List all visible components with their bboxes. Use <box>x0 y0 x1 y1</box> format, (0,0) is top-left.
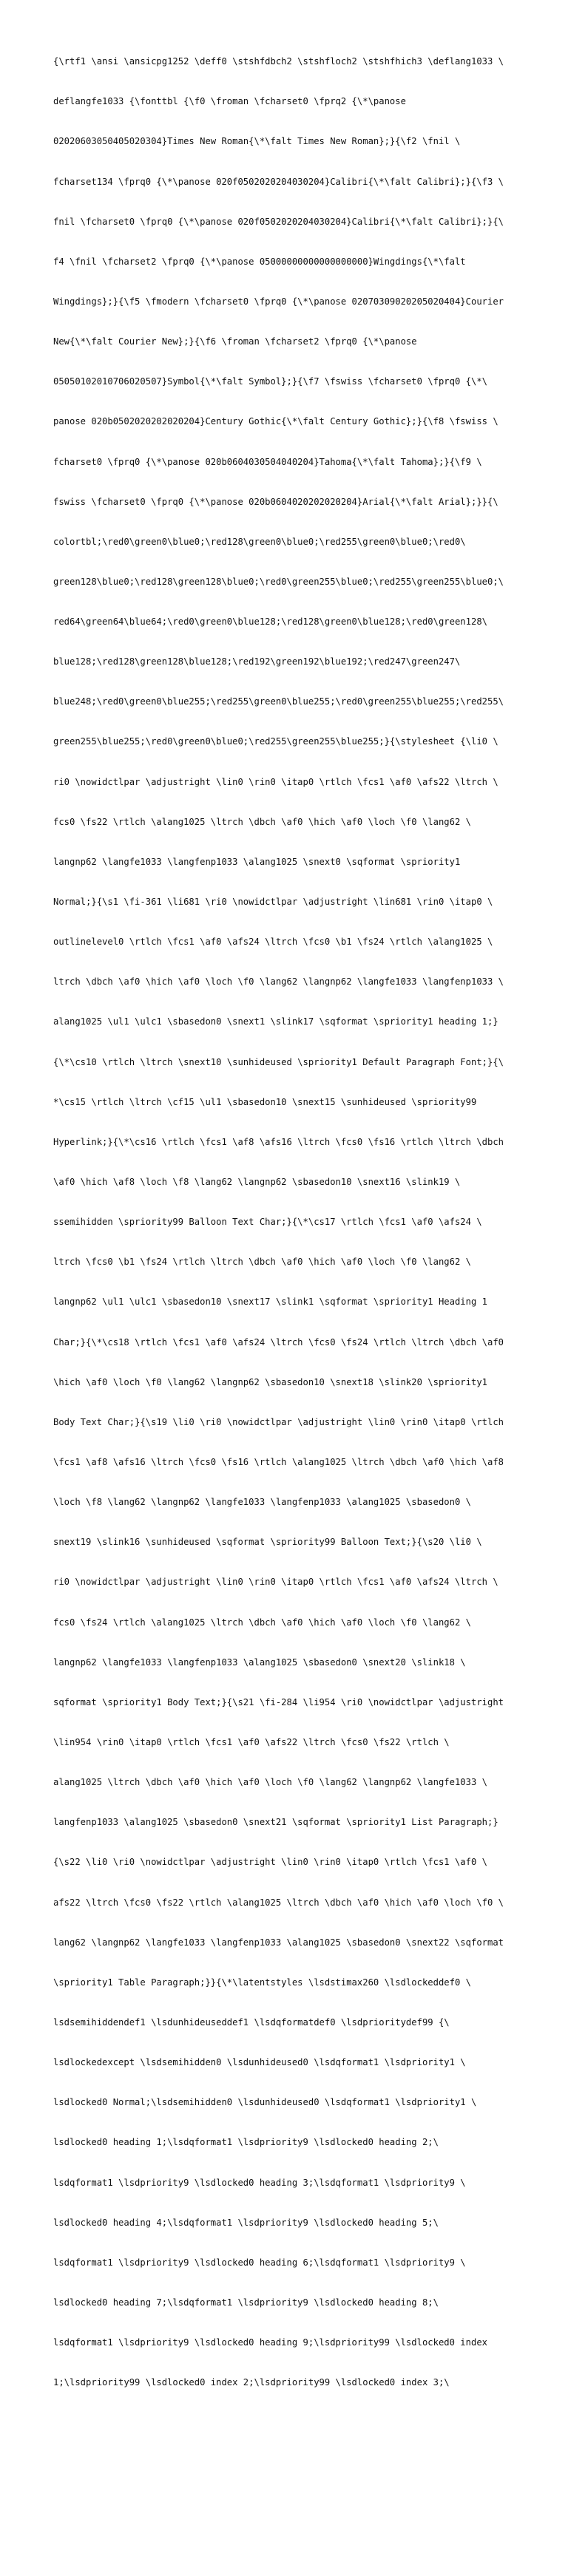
text-line: fcharset0 \fprq0 {\*\panose 020b0604030504040204}Tahoma{\*\falt Tahoma};}{\f9 \ <box>53 456 482 467</box>
text-line: {\s22 \li0 \ri0 \nowidctlpar \adjustright \lin0 \rin0 \itap0 \rtlch \fcs1 \af0 \ <box>53 1857 487 1868</box>
text-line: lsdlocked0 heading 7;\lsdqformat1 \lsdpriority9 \lsdlocked0 heading 8;\ <box>53 2297 439 2308</box>
text-line <box>53 2536 527 2549</box>
text-line: langnp62 \langfe1033 \langfenp1033 \alang1025 \snext0 \sqformat \spriority1 <box>53 856 461 867</box>
text-line: Hyperlink;}{\*\cs16 \rtlch \fcs1 \af8 \afs16 \ltrch \fcs0 \fs16 \rtlch \ltrch \dbch <box>53 1136 504 1147</box>
text-line: sqformat \spriority1 Body Text;}{\s21 \fi-284 \li954 \ri0 \nowidctlpar \adjustright <box>53 1696 504 1707</box>
text-line <box>53 2416 527 2429</box>
text-line: green128\blue0;\red128\green128\blue0;\red0\green255\blue0;\red255\green255\blue0;\ <box>53 576 504 587</box>
text-line: \spriority1 Table Paragraph;}}{\*\latentstyles \lsdstimax260 \lsdlockeddef0 \ <box>53 1977 471 1988</box>
text-line: fswiss \fcharset0 \fprq0 {\*\panose 020b0604020202020204}Arial{\*\falt Arial};}}{\ <box>53 496 498 507</box>
text-line: \af0 \hich \af8 \loch \f8 \lang62 \langnp62 \sbasedon10 \snext16 \slink19 \ <box>53 1177 461 1188</box>
text-line: lsdsemihiddendef1 \lsdunhideuseddef1 \lsdqformatdef0 \lsdprioritydef99 {\ <box>53 2016 450 2028</box>
text-line: \fcs1 \af8 \afs16 \ltrch \fcs0 \fs16 \rtlch \alang1025 \ltrch \dbch \af0 \hich \af8 <box>53 1457 504 1468</box>
text-line: lsdlocked0 heading 4;\lsdqformat1 \lsdpriority9 \lsdlocked0 heading 5;\ <box>53 2217 439 2228</box>
text-line: 05050102010706020507}Symbol{\*\falt Symbol};}{\f7 \fswiss \fcharset0 \fprq0 {\*\ <box>53 376 487 387</box>
text-line: lsdlocked0 Normal;\lsdsemihidden0 \lsdunhideused0 \lsdqformat1 \lsdpriority1 \ <box>53 2097 477 2108</box>
text-line: fcs0 \fs24 \rtlch \alang1025 \ltrch \dbch \af0 \hich \af0 \loch \f0 \lang62 \ <box>53 1617 471 1628</box>
text-line: alang1025 \ul1 \ulc1 \sbasedon0 \snext1 \slink17 \sqformat \spriority1 heading 1;} <box>53 1016 498 1027</box>
text-line: ri0 \nowidctlpar \adjustright \lin0 \rin0 \itap0 \rtlch \fcs1 \af0 \afs22 \ltrch \ <box>53 776 498 787</box>
text-line: Normal;}{\s1 \fi-361 \li681 \ri0 \nowidctlpar \adjustright \lin681 \rin0 \itap0 \ <box>53 897 493 908</box>
text-line: lsdlockedexcept \lsdsemihidden0 \lsdunhideused0 \lsdqformat1 \lsdpriority1 \ <box>53 2057 466 2068</box>
text-line: *\cs15 \rtlch \ltrch \cf15 \ul1 \sbasedon10 \snext15 \sunhideused \spriority99 <box>53 1096 477 1107</box>
text-line: red64\green64\blue64;\red0\green0\blue128;\red128\green0\blue128;\red0\green128\ <box>53 616 487 628</box>
text-line: lang62 \langnp62 \langfe1033 \langfenp1033 \alang1025 \sbasedon0 \snext22 \sqformat <box>53 1937 504 1948</box>
text-line: f4 \fnil \fcharset2 \fprq0 {\*\panose 05000000000000000000}Wingdings{\*\falt <box>53 256 466 267</box>
text-line: outlinelevel0 \rtlch \fcs1 \af0 \afs24 \ltrch \fcs0 \b1 \fs24 \rtlch \alang1025 \ <box>53 937 493 948</box>
text-line: alang1025 \ltrch \dbch \af0 \hich \af0 \loch \f0 \lang62 \langnp62 \langfe1033 \ <box>53 1777 487 1788</box>
text-line <box>53 2496 527 2509</box>
text-line: ltrch \fcs0 \b1 \fs24 \rtlch \ltrch \dbch \af0 \hich \af0 \loch \f0 \lang62 \ <box>53 1257 471 1268</box>
text-line: ri0 \nowidctlpar \adjustright \lin0 \rin0 \itap0 \rtlch \fcs1 \af0 \afs24 \ltrch \ <box>53 1577 498 1588</box>
text-line: blue248;\red0\green0\blue255;\red255\green0\blue255;\red0\green255\blue255;\red255\ <box>53 696 504 707</box>
text-line: deflangfe1033 {\fonttbl {\f0 \froman \fcharset0 \fprq2 {\*\panose <box>53 96 406 107</box>
text-line: snext19 \slink16 \sunhideused \sqformat \spriority99 Balloon Text;}{\s20 \li0 \ <box>53 1537 482 1548</box>
text-line: {\*\cs10 \rtlch \ltrch \snext10 \sunhideused \spriority1 Default Paragraph Font;}{\ <box>53 1056 504 1067</box>
text-line: \hich \af0 \loch \f0 \lang62 \langnp62 \sbasedon10 \snext18 \slink20 \spriority1 <box>53 1376 487 1387</box>
text-line: blue128;\red128\green128\blue128;\red192\green192\blue192;\red247\green247\ <box>53 656 461 667</box>
text-line: langnp62 \ul1 \ulc1 \sbasedon10 \snext17 \slink1 \sqformat \spriority1 Heading 1 <box>53 1297 487 1308</box>
text-line: afs22 \ltrch \fcs0 \fs22 \rtlch \alang1025 \ltrch \dbch \af0 \hich \af0 \loch \f0 \ <box>53 1897 504 1908</box>
text-line: ssemihidden \spriority99 Balloon Text Char;}{\*\cs17 \rtlch \fcs1 \af0 \afs24 \ <box>53 1217 482 1228</box>
text-line: lsdqformat1 \lsdpriority9 \lsdlocked0 heading 9;\lsdpriority99 \lsdlocked0 index <box>53 2337 487 2348</box>
text-line <box>53 2456 527 2470</box>
text-line: panose 020b0502020202020204}Century Gothic{\*\falt Century Gothic};}{\f8 \fswiss \ <box>53 416 498 427</box>
rtf-source-text <box>53 28 527 2576</box>
text-line: langfenp1033 \alang1025 \sbasedon0 \snext21 \sqformat \spriority1 List Paragraph;} <box>53 1817 498 1828</box>
text-line: lsdlocked0 heading 1;\lsdqformat1 \lsdpriority9 \lsdlocked0 heading 2;\ <box>53 2137 439 2148</box>
text-line: green255\blue255;\red0\green0\blue0;\red255\green255\blue255;}{\stylesheet {\li0 \ <box>53 736 498 747</box>
text-line: lsdqformat1 \lsdpriority9 \lsdlocked0 heading 6;\lsdqformat1 \lsdpriority9 \ <box>53 2257 466 2268</box>
text-line: 1;\lsdpriority99 \lsdlocked0 index 2;\lsdpriority99 \lsdlocked0 index 3;\ <box>53 2377 450 2388</box>
text-line: Char;}{\*\cs18 \rtlch \fcs1 \af0 \afs24 \ltrch \fcs0 \fs24 \rtlch \ltrch \dbch \af0 <box>53 1336 504 1348</box>
text-line: fnil \fcharset0 \fprq0 {\*\panose 020f0502020204030204}Calibri{\*\falt Calibri};}{\ <box>53 216 504 227</box>
text-line: langnp62 \langfe1033 \langfenp1033 \alang1025 \sbasedon0 \snext20 \slink18 \ <box>53 1656 466 1668</box>
text-line: ltrch \dbch \af0 \hich \af0 \loch \f0 \lang62 \langnp62 \langfe1033 \langfenp1033 \ <box>53 976 504 988</box>
text-line: lsdqformat1 \lsdpriority9 \lsdlocked0 heading 3;\lsdqformat1 \lsdpriority9 \ <box>53 2177 466 2188</box>
text-line: New{\*\falt Courier New};}{\f6 \froman \fcharset2 \fprq0 {\*\panose <box>53 336 417 347</box>
text-line: fcs0 \fs22 \rtlch \alang1025 \ltrch \dbch \af0 \hich \af0 \loch \f0 \lang62 \ <box>53 816 471 827</box>
text-line: fcharset134 \fprq0 {\*\panose 020f0502020204030204}Calibri{\*\falt Calibri};}{\f3 \ <box>53 176 504 187</box>
text-line: colortbl;\red0\green0\blue0;\red128\green0\blue0;\red255\green0\blue0;\red0\ <box>53 536 466 547</box>
text-line: 02020603050405020304}Times New Roman{\*\falt Times New Roman};}{\f2 \fnil \ <box>53 136 461 147</box>
text-line: Body Text Char;}{\s19 \li0 \ri0 \nowidctlpar \adjustright \lin0 \rin0 \itap0 \rtlch <box>53 1416 504 1427</box>
text-line: \lin954 \rin0 \itap0 \rtlch \fcs1 \af0 \afs22 \ltrch \fcs0 \fs22 \rtlch \ <box>53 1737 450 1747</box>
text-line: {\rtf1 \ansi \ansicpg1252 \deff0 \stshfdbch2 \stshfloch2 \stshfhich3 \deflang1033 \ <box>53 56 504 67</box>
text-line: Wingdings};}{\f5 \fmodern \fcharset0 \fprq0 {\*\panose 02070309020205020404}Courier <box>53 296 504 307</box>
text-line: \loch \f8 \lang62 \langnp62 \langfe1033 \langfenp1033 \alang1025 \sbasedon0 \ <box>53 1497 471 1508</box>
